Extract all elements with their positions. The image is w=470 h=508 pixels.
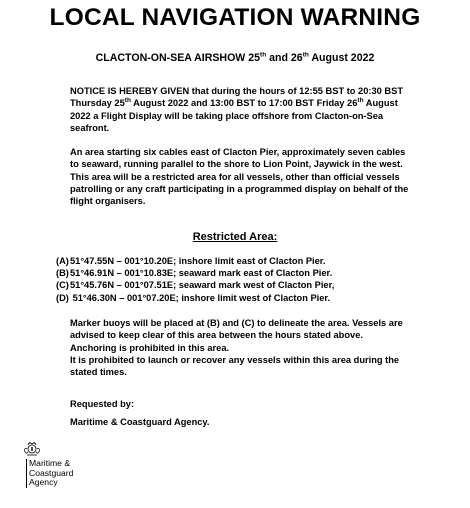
royal-crest-icon <box>22 440 42 458</box>
list-item: (B) 51°46.91N – 001°10.83E; seaward mark east of Clacton Pier. <box>56 268 333 279</box>
restricted-area-heading: Restricted Area: <box>192 231 278 243</box>
requesting-organisation: Maritime & Coastguard Agency. <box>70 417 210 427</box>
page-title: LOCAL NAVIGATION WARNING <box>49 4 421 31</box>
area-description <box>70 146 410 207</box>
notice-paragraph: NOTICE IS HEREBY GIVEN that during the hours of 12:55 BST to 20:30 BST Thursday 25th August 2022 and 13:00 BST to 17:00 BST Friday 26th August 2022 a Flight Display will be taking place offshore from Clacton-on-Sea seafront. <box>70 86 404 133</box>
restricted-area-points <box>56 255 416 304</box>
marker-info-line: It is prohibited to launch or recover any vessels within this area during the stated times. <box>70 354 400 378</box>
list-item: (D) 51°46.30N – 001°07.20E; inshore limit west of Clacton Pier. <box>56 292 331 303</box>
list-item: (A) 51°47.55N – 001°10.20E; inshore limit east of Clacton Pier. <box>56 256 326 266</box>
marker-info-line: Marker buoys will be placed at (B) and (C) to delineate the area. Vessels are advised to keep clear of this area between the hours stated above. <box>70 318 403 341</box>
mca-logo <box>22 440 92 500</box>
marker-info-line: Anchoring is prohibited in this area. <box>70 342 230 353</box>
area-description-line: This area will be a restricted area for all vessels, other than official vessels patrolling or any craft participating in a programmed display on behalf of the flight organisers. <box>70 171 409 207</box>
requested-by-label: Requested by: <box>70 399 135 409</box>
list-item: (C) 51°45.76N – 001°07.51E; seaward mark west of Clacton Pier, <box>56 280 335 291</box>
marker-info <box>70 317 410 378</box>
logo-text: Maritime & Coastguard Agency <box>26 459 73 488</box>
area-description-line: An area starting six cables east of Clacton Pier, approximately seven cables to seaward, running parallel to the shore to Lion Point, Jaywick in the west. <box>70 147 406 170</box>
event-subtitle: CLACTON-ON-SEA AIRSHOW 25th and 26th August 2022 <box>95 51 375 64</box>
